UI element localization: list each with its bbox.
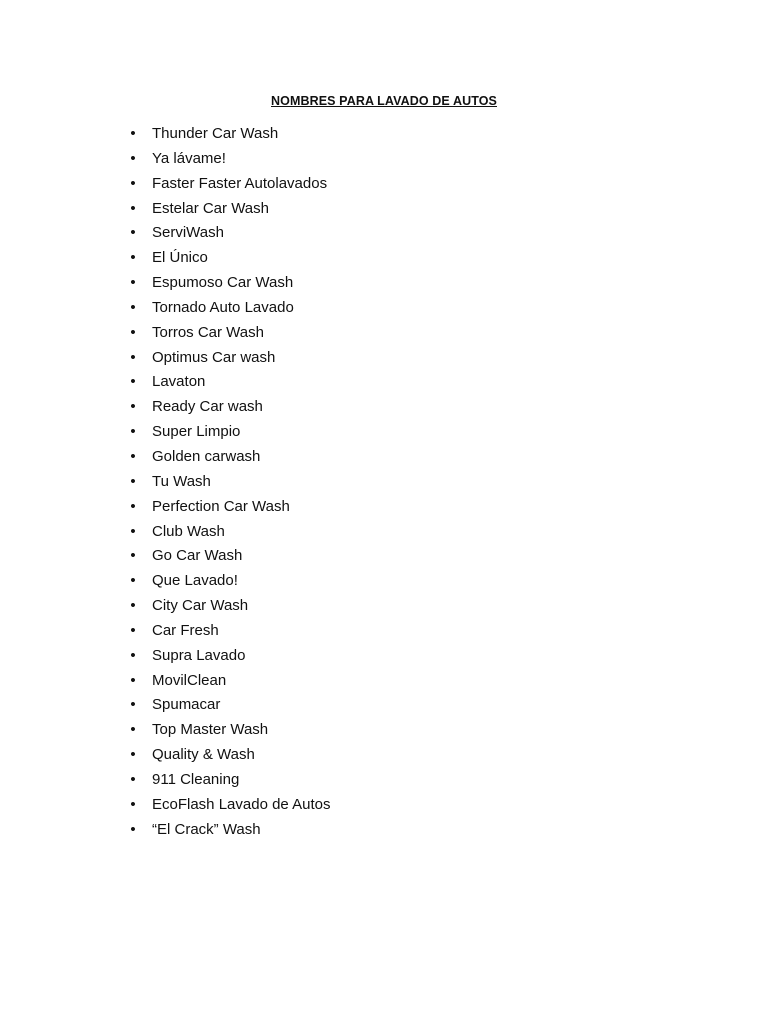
list-item [0,793,768,818]
list-item-text: Spumacar [152,696,221,714]
bullet-icon: • [130,646,136,664]
list-item-text: 911 Cleaning [152,770,240,788]
list-item-text: Faster Faster Autolavados [152,174,328,192]
bullet-icon: • [130,820,136,838]
bullet-icon: • [130,149,136,167]
list-item-text: Tornado Auto Lavado [152,298,294,316]
bullet-icon: • [130,497,136,515]
bullet-icon: • [130,472,136,490]
bullet-icon: • [130,398,136,416]
bullet-icon: • [130,298,136,316]
list-item [0,544,768,569]
list-item-text: City Car Wash [152,597,249,615]
list-item [0,743,768,768]
list-item-text: Go Car Wash [152,547,243,565]
list-item-text: Super Limpio [152,423,241,441]
list-item [0,370,768,395]
bullet-icon: • [130,274,136,292]
list-item [0,296,768,321]
bullet-icon: • [130,547,136,565]
bullet-icon: • [130,721,136,739]
list-item-text: “El Crack” Wash [152,820,261,838]
list-item [0,495,768,520]
list-item [0,147,768,172]
list-item [0,445,768,470]
list-item-text: EcoFlash Lavado de Autos [152,795,331,813]
bullet-icon: • [130,249,136,267]
list-item [0,520,768,545]
bullet-icon: • [130,522,136,540]
list-item-text: MovilClean [152,671,227,689]
list-item [0,818,768,843]
list-item [0,470,768,495]
list-item-text: Tu Wash [152,472,211,490]
list-item-text: Torros Car Wash [152,323,264,341]
list-item [0,420,768,445]
bullet-icon: • [130,125,136,142]
bullet-icon: • [130,572,136,590]
list-item [0,395,768,420]
list-item-text: Ready Car wash [152,398,263,416]
bullet-icon: • [130,621,136,639]
list-item [0,718,768,743]
list-item [0,197,768,222]
list-item-text: Supra Lavado [152,646,246,664]
list-item [0,122,768,147]
bullet-icon: • [130,447,136,465]
list-item-text: Golden carwash [152,447,261,465]
list-item-text: Car Fresh [152,621,219,639]
list-item [0,346,768,371]
list-item [0,768,768,793]
list-item [0,669,768,694]
bullet-icon: • [130,199,136,217]
list-item-text: Perfection Car Wash [152,497,290,515]
list-item-text: Espumoso Car Wash [152,274,294,292]
list-item-text: Optimus Car wash [152,348,276,366]
list-item [0,321,768,346]
list-item-text: Que Lavado! [152,572,238,590]
bullet-icon: • [130,423,136,441]
list-item [0,246,768,271]
list-item-text: Thunder Car Wash [152,125,279,142]
name-list [0,122,768,842]
list-item-text: Lavaton [152,373,206,391]
document-title: NOMBRES PARA LAVADO DE AUTOS [271,94,497,108]
list-item [0,569,768,594]
bullet-icon: • [130,224,136,242]
list-item [0,644,768,669]
list-item [0,693,768,718]
bullet-icon: • [130,770,136,788]
bullet-icon: • [130,174,136,192]
list-item-text: Ya lávame! [152,149,226,167]
list-item-text: Estelar Car Wash [152,199,269,217]
list-item [0,271,768,296]
bullet-icon: • [130,597,136,615]
bullet-icon: • [130,696,136,714]
bullet-icon: • [130,671,136,689]
list-item-text: Club Wash [152,522,225,540]
list-item-text: ServiWash [152,224,224,242]
bullet-icon: • [130,795,136,813]
bullet-icon: • [130,373,136,391]
list-item [0,594,768,619]
list-item-text: El Único [152,249,208,267]
list-item [0,619,768,644]
bullet-icon: • [130,746,136,764]
bullet-icon: • [130,323,136,341]
list-item-text: Quality & Wash [152,746,255,764]
list-item-text: Top Master Wash [152,721,269,739]
list-item [0,172,768,197]
bullet-icon: • [130,348,136,366]
list-item [0,221,768,246]
